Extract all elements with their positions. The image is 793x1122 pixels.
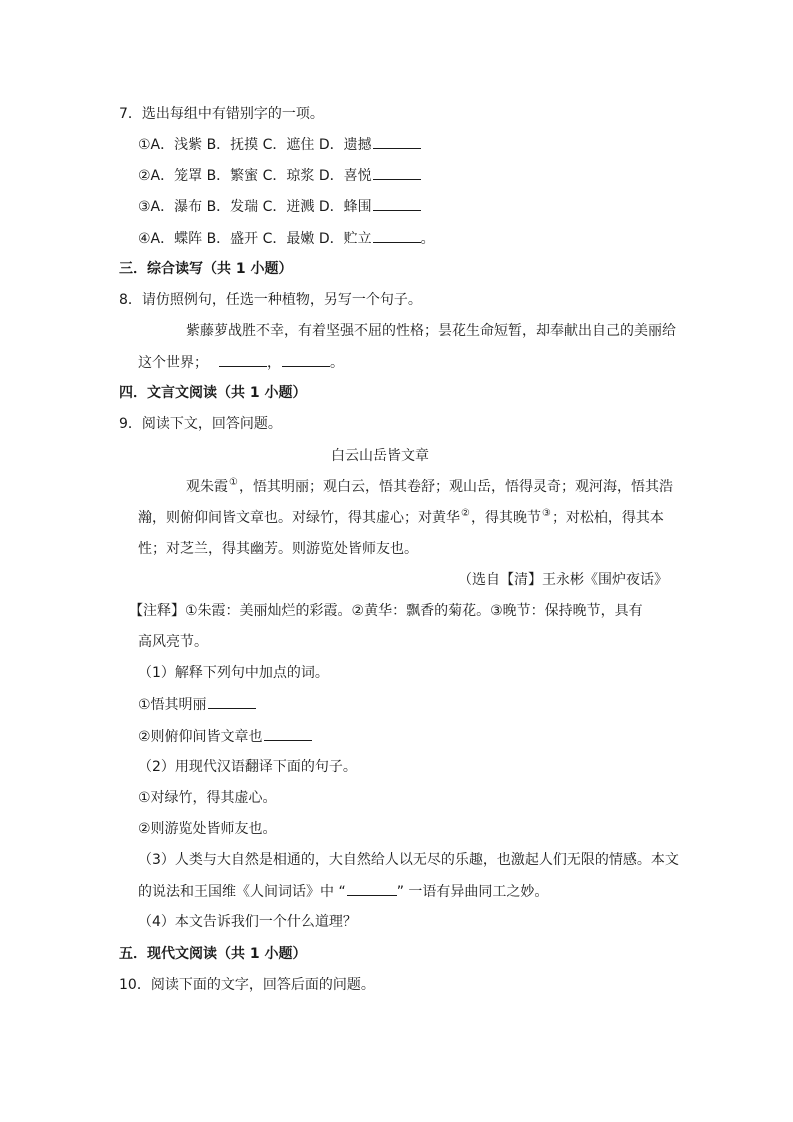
answer-blank[interactable]	[208, 694, 256, 709]
q9-sub-3-text: 的说法和王国维《人间词话》中 “	[138, 884, 346, 900]
section-5-heading: 五．现代文阅读（共 1 小题）	[119, 946, 307, 962]
answer-blank[interactable]	[264, 726, 312, 741]
annotation-line-2: 高风亮节。	[138, 634, 208, 650]
q9-stem: 9．阅读下文，回答问题。	[119, 416, 282, 432]
q8-sep: ，	[267, 355, 281, 371]
answer-blank[interactable]	[373, 165, 421, 180]
footnote-mark: ①	[229, 477, 238, 488]
q9-sub-1a	[138, 694, 256, 715]
q7-option-3	[138, 196, 421, 217]
q7-end-mark: 。	[420, 231, 435, 247]
q9-sub-2: （2）用现代汉语翻译下面的句子。	[138, 759, 357, 775]
q8-example-line-2	[138, 352, 344, 373]
answer-blank[interactable]	[373, 196, 421, 211]
passage-line-2	[138, 508, 664, 528]
q7-stem: 7．选出每组中有错别字的一项。	[119, 106, 324, 122]
q9-sub-2a: ①对绿竹，得其虚心。	[138, 790, 277, 806]
q7-option-4-text: ④A．蝶阵 B．盛开 C．最嫩 D．贮立	[138, 231, 372, 247]
q9-sub-1b	[138, 726, 312, 747]
annotation-line-1: 【注释】①朱霞：美丽灿烂的彩霞。②黄华：飘香的菊花。③晚节：保持晚节，具有	[129, 603, 643, 619]
q8-example-line-1: 紫藤萝战胜不幸，有着坚强不屈的性格；昙花生命短暂，却奉献出自己的美丽给	[186, 323, 676, 339]
q9-sub-4: （4）本文告诉我们一个什么道理？	[138, 914, 357, 930]
passage-text: 瀚，则俯仰间皆文章也。对绿竹，得其虚心；对黄华	[138, 510, 460, 526]
passage-title: 白云山岳皆文章	[331, 448, 429, 464]
answer-blank[interactable]	[373, 134, 421, 149]
passage-line-3: 性；对芝兰，得其幽芳。则游览处皆师友也。	[138, 541, 418, 557]
q7-option-4	[138, 228, 435, 249]
answer-blank[interactable]	[373, 228, 421, 243]
q9-sub-1b-text: ②则俯仰间皆文章也	[138, 729, 263, 745]
q7-option-1	[138, 134, 421, 155]
q8-example-text: 这个世界；	[138, 355, 208, 371]
q9-sub-3-line-1: （3）人类与大自然是相通的，大自然给人以无尽的乐趣，也激起人们无限的情感。本文	[138, 852, 679, 868]
section-4-heading: 四．文言文阅读（共 1 小题）	[119, 385, 307, 401]
q9-sub-1a-text: ①悟其明丽	[138, 697, 207, 713]
section-3-heading: 三．综合读写（共 1 小题）	[119, 261, 293, 277]
q8-stem: 8．请仿照例句，任选一种植物，另写一个句子。	[119, 292, 422, 308]
q9-sub-3-text: ” 一语有异曲同工之妙。	[396, 884, 549, 900]
q7-option-3-text: ③A．瀑布 B．发瑞 C．迸溅 D．蜂围	[138, 199, 372, 215]
answer-blank[interactable]	[347, 881, 397, 896]
answer-blank[interactable]	[282, 352, 330, 367]
q7-option-1-text: ①A．浅紫 B．抚摸 C．遮住 D．遗撼	[138, 137, 372, 153]
footnote-mark: ②	[461, 508, 470, 519]
q10-stem: 10．阅读下面的文字，回答后面的问题。	[119, 977, 375, 993]
passage-source: （选自【清】王永彬《围炉夜话》	[458, 572, 668, 588]
q9-sub-3-line-2	[138, 881, 548, 902]
q7-option-2-text: ②A．笼罩 B．繁蜜 C．琼浆 D．喜悦	[138, 168, 372, 184]
q8-end: 。	[330, 355, 344, 371]
footnote-mark: ③	[541, 508, 551, 519]
q7-option-2	[138, 165, 421, 186]
passage-text: ，得其晚节	[470, 510, 541, 526]
q9-sub-1: （1）解释下列句中加点的词。	[138, 665, 329, 681]
passage-text: ，悟其明丽；观白云，悟其卷舒；观山岳，悟得灵奇；观河海，悟其浩	[238, 479, 673, 495]
answer-blank[interactable]	[219, 352, 267, 367]
passage-text: 观朱霞	[186, 479, 228, 495]
passage-line-1	[186, 477, 673, 497]
passage-text: ；对松柏，得其本	[551, 510, 664, 526]
q9-sub-2b: ②则游览处皆师友也。	[138, 821, 277, 837]
